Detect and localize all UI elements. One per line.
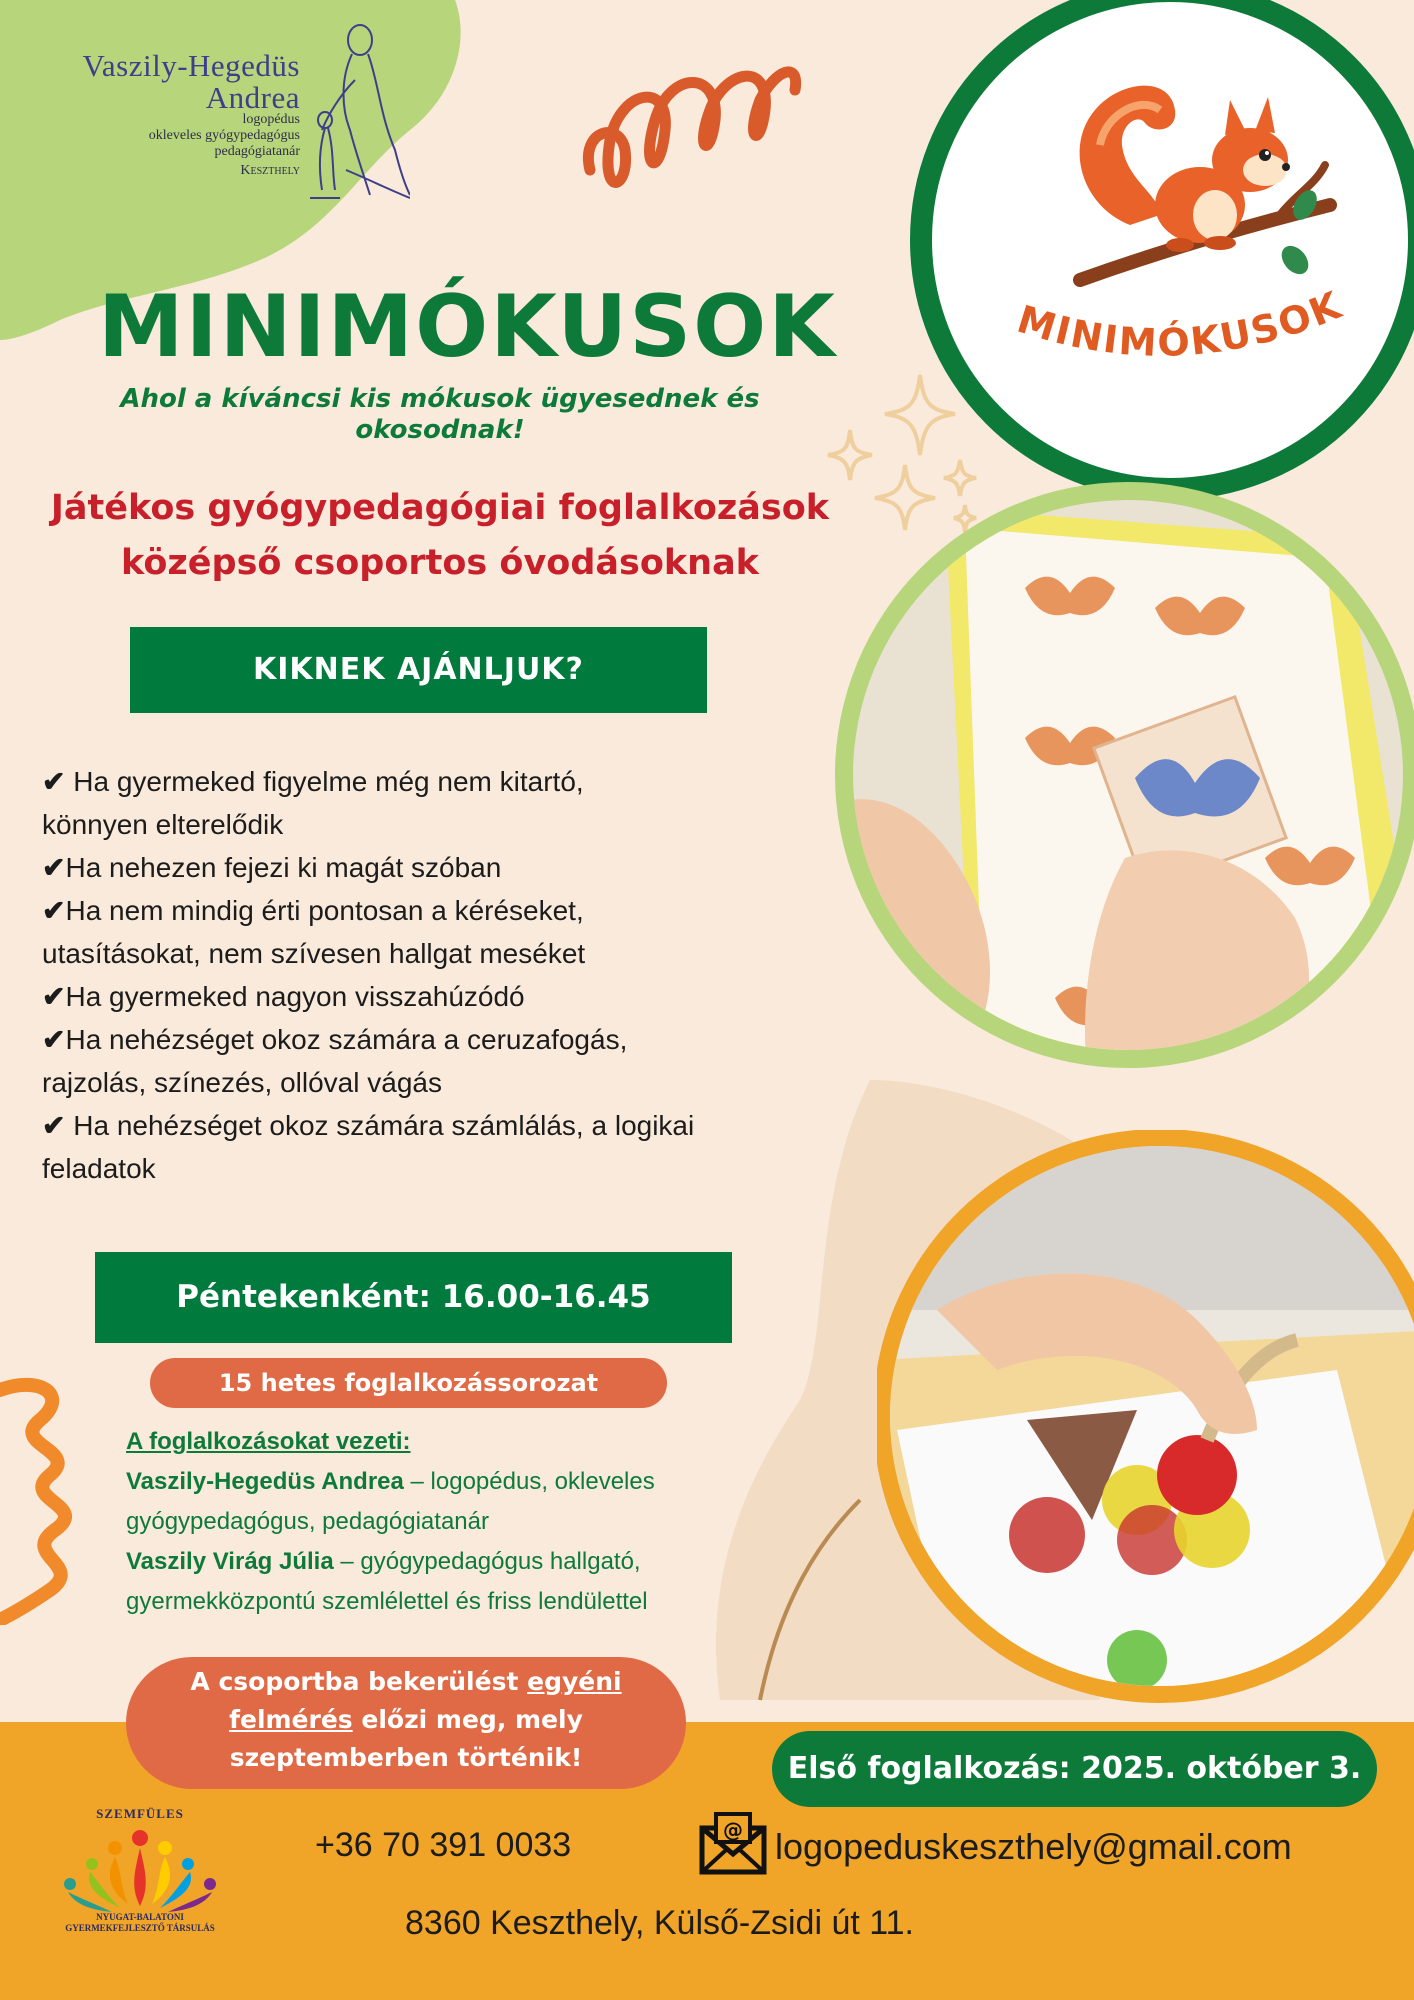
brand-role-3: pedagógiatanár — [214, 144, 300, 159]
series-pill: 15 hetes foglalkozássorozat — [150, 1358, 667, 1408]
leader-2 — [126, 1542, 766, 1582]
headline — [30, 481, 850, 591]
leaders-heading: A foglalkozásokat vezeti: — [126, 1428, 411, 1455]
brand-name — [40, 50, 300, 114]
list-item-text: Ha gyermeked nagyon visszahúzódó — [65, 981, 525, 1012]
leader-1-desc-cont: gyógypedagógus, pedagógiatanár — [126, 1508, 489, 1535]
list-item-text-cont: rajzolás, színezés, ollóval vágás — [42, 1067, 442, 1098]
checklist — [42, 760, 802, 1190]
assessment-text-a: A csoportba bekerülést — [190, 1667, 528, 1696]
tagline: Ahol a kíváncsi kis mókusok ügyesednek és okosodnak! — [120, 384, 760, 445]
leader-1-desc: – logopédus, okleveles — [403, 1468, 655, 1495]
leader-1 — [126, 1462, 766, 1502]
brand-name-line2: Andrea — [205, 80, 300, 115]
list-item-text: Ha gyermeked figyelme még nem kitartó, — [65, 766, 584, 797]
assessment-text-e: szeptemberben történik! — [229, 1743, 583, 1772]
brand-role-2: okleveles gyógypedagógus — [148, 128, 300, 143]
headline-line1: Játékos gyógypedagógiai foglalkozások — [50, 488, 830, 528]
footer-logo-line2: GYERMEKFEJLESZTŐ TÁRSULÁS — [65, 1923, 215, 1933]
leader-2-desc-cont: gyermekközpontú szemlélettel és friss lendülettel — [126, 1588, 648, 1615]
email-link[interactable]: logopeduskeszthely@gmail.com — [775, 1826, 1292, 1867]
checkmark-icon: ✔ — [42, 981, 66, 1012]
photo-butterfly-game — [825, 478, 1414, 1108]
badge-logo-text — [1000, 275, 1400, 395]
footer-logo-line1: NYUGAT-BALATONI — [96, 1912, 184, 1922]
checkmark-icon: ✔ — [42, 852, 66, 883]
list-item — [42, 1018, 802, 1104]
page-title: MINIMÓKUSOK — [98, 277, 837, 377]
address: 8360 Keszthely, Külső-Zsidi út 11. — [405, 1904, 915, 1942]
who-heading: KIKNEK AJÁNLJUK? — [130, 627, 707, 713]
checkmark-icon: ✔ — [42, 1024, 66, 1055]
footer-logo-icon — [50, 1826, 230, 1916]
squiggle-doodle — [0, 1375, 100, 1625]
svg-text:@: @ — [723, 1818, 743, 1842]
schedule-box: Péntekenként: 16.00-16.45 — [95, 1252, 732, 1343]
assessment-text-b: egyéni — [527, 1667, 622, 1696]
list-item — [42, 760, 802, 846]
leader-2-name: Vaszily Virág Júlia — [126, 1548, 334, 1575]
footer-logo-text — [45, 1912, 235, 1934]
list-item-text: Ha nehezen fejezi ki magát szóban — [65, 852, 502, 883]
list-item-text: Ha nem mindig érti pontosan a kéréseket, — [65, 895, 584, 926]
brand-role-1: logopédus — [242, 112, 300, 127]
brand-city: Keszthely — [240, 163, 300, 178]
checkmark-icon: ✔ — [42, 895, 66, 926]
list-item-text-cont: feladatok — [42, 1153, 156, 1184]
leader-2-desc: – gyógypedagógus hallgató, — [333, 1548, 641, 1575]
phone-number[interactable]: +36 70 391 0033 — [315, 1826, 572, 1864]
brand-roles — [100, 112, 300, 179]
first-session-pill: Első foglalkozás: 2025. október 3. — [772, 1731, 1377, 1807]
footer-logo-top: SZEMFÜLES — [96, 1806, 184, 1821]
leader-1-name: Vaszily-Hegedüs Andrea — [126, 1468, 404, 1495]
assessment-text-d: előzi meg, mely — [352, 1705, 583, 1734]
assessment-text-c: felmérés — [229, 1705, 353, 1734]
list-item — [42, 889, 802, 975]
list-item-text: Ha nehézséget okoz számára a ceruzafogás, — [65, 1024, 628, 1055]
assessment-note — [126, 1657, 686, 1789]
list-item-text-cont: utasításokat, nem szívesen hallgat meséket — [42, 938, 586, 969]
badge-logo-label: MINIMÓKUSOK — [1012, 282, 1349, 366]
list-item — [42, 975, 802, 1018]
spiral-doodle — [580, 40, 810, 220]
list-item-text: Ha nehézséget okoz számára számlálás, a logikai — [65, 1110, 695, 1141]
headline-line2: középső csoportos óvodásoknak — [121, 543, 759, 583]
photo-stamping-activity — [877, 1130, 1414, 1730]
svg-text:MINIMÓKUSOK — [1012, 283, 1348, 366]
checkmark-icon: ✔ — [42, 766, 66, 797]
envelope-icon — [698, 1810, 768, 1876]
list-item — [42, 1104, 802, 1190]
leaders-section — [126, 1422, 766, 1622]
checkmark-icon: ✔ — [42, 1110, 66, 1141]
person-silhouette-icon — [300, 20, 410, 200]
squirrel-illustration — [1060, 55, 1360, 295]
list-item — [42, 846, 802, 889]
brand-name-line1: Vaszily-Hegedüs — [82, 48, 300, 83]
list-item-text-cont: könnyen elterelődik — [42, 809, 284, 840]
